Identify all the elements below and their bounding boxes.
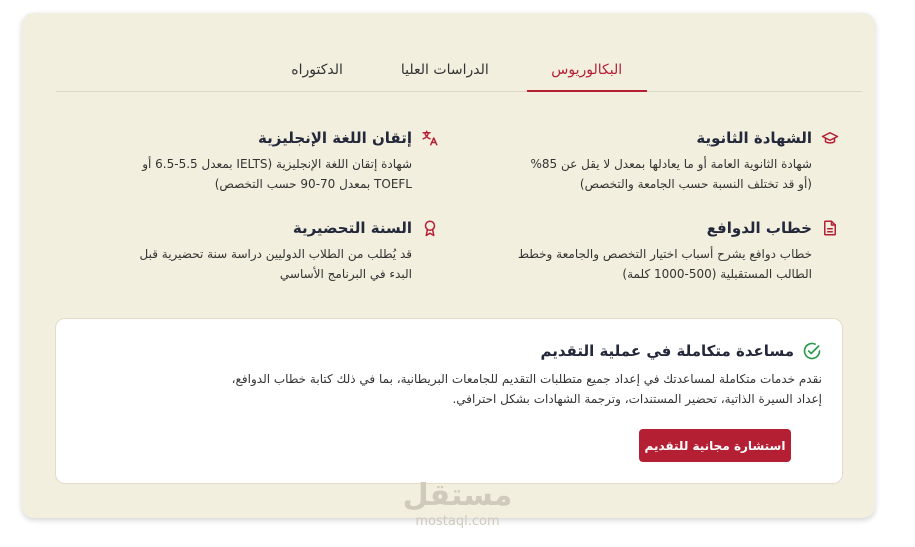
document-icon (820, 218, 840, 238)
requirement-description: شهادة الثانوية العامة أو ما يعادلها بمعدل لا يقل عن 85% (أو قد تختلف النسبة حسب الجامعة والتخصص) (530, 157, 812, 191)
requirement-english (80, 125, 440, 194)
award-icon (420, 218, 440, 238)
requirement-title: الشهادة الثانوية (696, 129, 812, 147)
watermark-logo: مستقل (402, 478, 513, 513)
watermark-url: mostaql.com (415, 514, 500, 529)
check-circle-icon (802, 341, 822, 361)
requirement-description: خطاب دوافع يشرح أسباب اختيار التخصص والجامعة وخطط الطالب المستقبلية (500-1000 كلمة) (517, 247, 812, 281)
free-consultation-button[interactable]: استشارة مجانية للتقديم (639, 429, 791, 462)
translate-icon (420, 128, 440, 148)
mostaql-watermark (395, 478, 520, 536)
requirement-title: إتقان اللغة الإنجليزية (258, 129, 412, 147)
requirement-foundation-year (80, 215, 440, 284)
requirement-description: شهادة إتقان اللغة الإنجليزية (IELTS بمعدل 5.5-6.5 أو TOEFL بمعدل 70-90 حسب التخصص) (142, 157, 412, 191)
help-description: نقدم خدمات متكاملة لمساعدتك في إعداد جميع متطلبات التقديم للجامعات البريطانية، بما في ذلك كتابة خطاب الدوافع، إعداد السيرة الذاتية، تحضير المستندات، وترجمة الشهادات بشكل احترافي. (231, 372, 822, 406)
requirement-title: السنة التحضيرية (292, 219, 412, 237)
requirement-title: خطاب الدوافع (706, 219, 812, 237)
graduation-cap-icon (820, 128, 840, 148)
degree-tabs (56, 55, 862, 92)
tab-bachelor[interactable]: البكالوريوس (527, 55, 647, 92)
requirement-high-school (460, 125, 840, 194)
requirement-description: قد يُطلب من الطلاب الدوليين دراسة سنة تحضيرية قبل البدء في البرنامج الأساسي (139, 247, 412, 281)
requirement-motivation-letter (460, 215, 840, 284)
application-help-box (55, 318, 843, 484)
help-title: مساعدة متكاملة في عملية التقديم (540, 342, 794, 360)
tab-postgraduate[interactable]: الدراسات العليا (400, 62, 489, 78)
tab-doctorate[interactable]: الدكتوراه (291, 62, 343, 78)
